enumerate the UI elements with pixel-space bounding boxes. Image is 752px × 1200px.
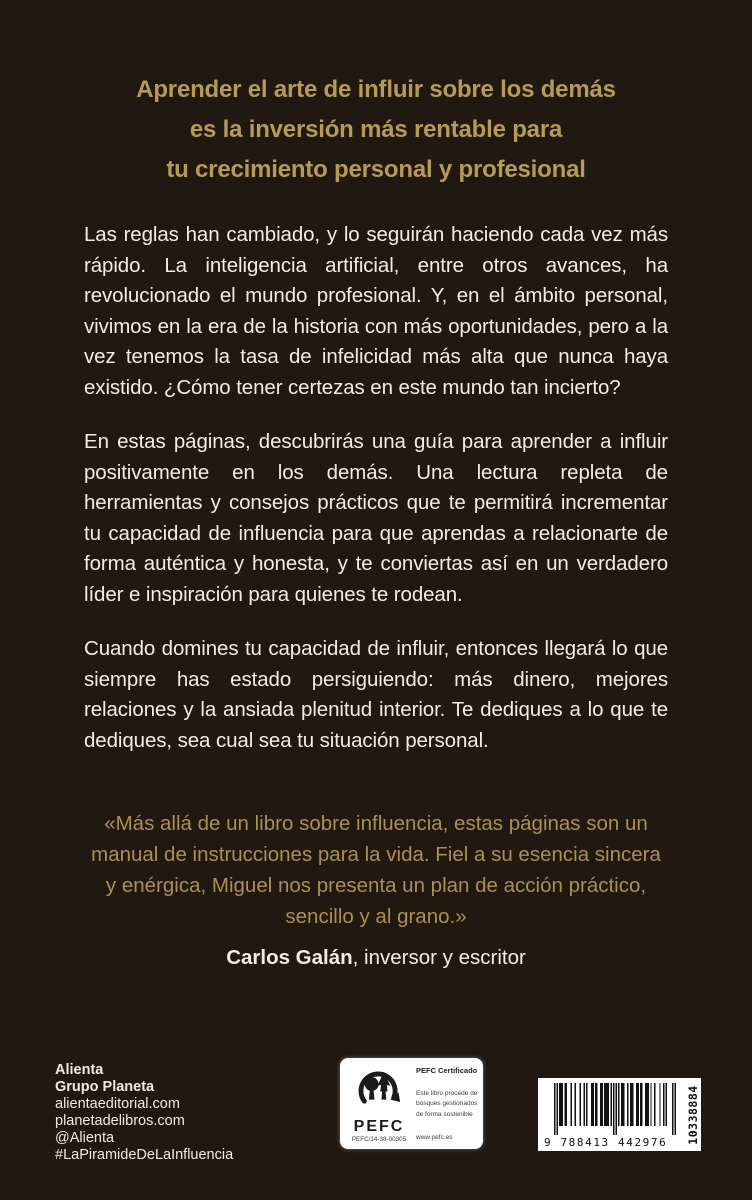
isbn-barcode bbox=[538, 1078, 701, 1151]
pefc-text-column bbox=[412, 1065, 478, 1143]
synopsis-paragraph-1: Las reglas han cambiado, y lo seguirán haciendo cada vez más rápido. La inteligencia artificial, entre otros avances, ha revolucionado el mundo profesional. Y, en el ámbito personal, vivimos en la era de la historia con más oportunidades, pero a la vez tenemos la tasa de infelicidad más alta que nunca haya existido. ¿Cómo tener certezas en este mundo tan incierto? bbox=[84, 223, 668, 399]
publisher-hashtag: #LaPiramideDeLaInfluencia bbox=[55, 1147, 234, 1163]
pefc-certified-title: PEFC Certificado bbox=[416, 1066, 478, 1075]
headline-line-1: Aprender el arte de influir sobre los demás bbox=[136, 76, 616, 103]
publisher-social-handle: @Alienta bbox=[55, 1130, 115, 1146]
publisher-website-1: alientaeditorial.com bbox=[55, 1096, 180, 1112]
synopsis bbox=[84, 220, 668, 756]
headline-line-3: tu crecimiento personal y profesional bbox=[166, 156, 586, 183]
endorsement-author: Carlos Galán bbox=[226, 946, 353, 969]
synopsis-paragraph-3: Cuando domines tu capacidad de influir, entonces llegará lo que siempre has estado persiguiendo: más dinero, mejores relaciones y la ansiada plenitud interior. Te dediques a lo que te dediques, sea cual sea tu situación personal. bbox=[84, 637, 668, 752]
pefc-trees-icon bbox=[353, 1065, 405, 1118]
endorsement-attribution bbox=[0, 946, 752, 970]
pefc-description: Este libro procede de bosques gestionados de forma sostenible bbox=[416, 1090, 478, 1118]
headline bbox=[0, 0, 752, 190]
isbn-number: 9 788413 442976 bbox=[544, 1136, 668, 1149]
pefc-license-code: PEFC/14-38-00305 bbox=[351, 1136, 407, 1143]
endorsement-quote: «Más allá de un libro sobre influencia, estas páginas son un manual de instrucciones para la vida. Fiel a su esencia sincera y enérgica, Miguel nos presenta un plan de acción práctico, sencillo y al grano.» bbox=[91, 812, 661, 928]
headline-line-2: es la inversión más rentable para bbox=[189, 116, 563, 143]
pefc-url: www.pefc.es bbox=[416, 1134, 453, 1141]
pefc-logo-column bbox=[346, 1065, 412, 1143]
endorsement bbox=[0, 808, 752, 970]
publisher-group: Grupo Planeta bbox=[55, 1079, 155, 1095]
synopsis-paragraph-2: En estas páginas, descubrirás una guía para aprender a influir positivamente en los demás. Una lectura repleta de herramientas y consejos prácticos que te permitirá incrementar tu capacidad de influencia para que aprendas a relacionarte de forma auténtica y honesta, y te conviertas así en un verdadero líder e inspiración para quienes te rodean. bbox=[84, 430, 668, 606]
endorsement-author-role: , inversor y escritor bbox=[352, 946, 526, 969]
pefc-certification-label bbox=[340, 1058, 483, 1149]
barcode-bars-icon bbox=[554, 1083, 676, 1135]
publisher-imprint: Alienta bbox=[55, 1062, 104, 1078]
publisher-block bbox=[55, 1062, 233, 1164]
product-side-code: 10338884 bbox=[686, 1084, 700, 1145]
pefc-wordmark: PEFC bbox=[353, 1118, 405, 1135]
publisher-website-2: planetadelibros.com bbox=[55, 1113, 185, 1129]
